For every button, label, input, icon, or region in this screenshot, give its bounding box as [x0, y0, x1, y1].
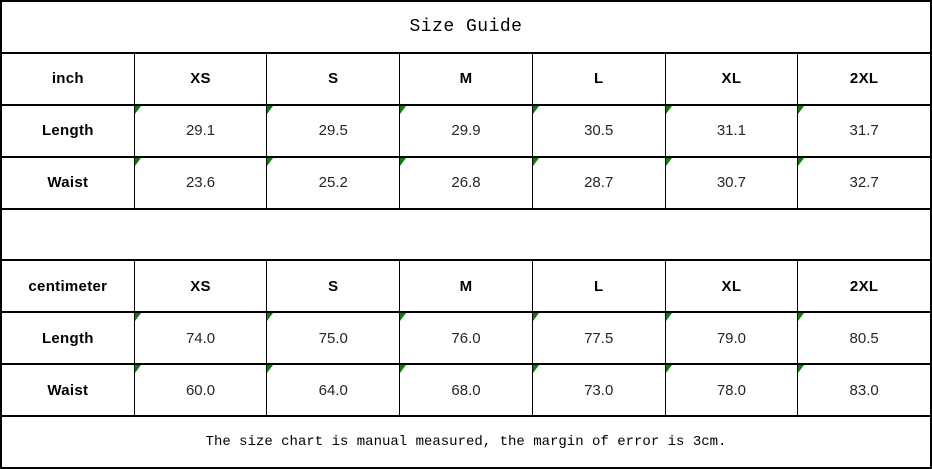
value-text: 83.0 — [849, 381, 879, 399]
value-text: 77.5 — [584, 329, 614, 347]
value-cell — [400, 365, 532, 415]
row-label-waist: Waist — [2, 158, 134, 208]
value-text: 68.0 — [451, 381, 481, 399]
value-text: 30.5 — [584, 122, 614, 140]
corner-marker-icon — [400, 365, 406, 373]
size-header-xl: XL — [666, 54, 798, 104]
value-text: 29.1 — [185, 122, 216, 140]
value-text: 64.0 — [318, 381, 348, 399]
corner-marker-icon — [267, 365, 273, 373]
unit-header-centimeter: centimeter — [2, 261, 134, 311]
corner-marker-icon — [400, 158, 406, 166]
row-label-waist: Waist — [2, 365, 134, 415]
corner-marker-icon — [533, 106, 539, 114]
corner-marker-icon — [533, 313, 539, 321]
value-cell — [400, 313, 532, 363]
value-cell — [533, 106, 665, 156]
size-header-xs: XS — [135, 261, 267, 311]
value-cell — [400, 106, 532, 156]
corner-marker-icon — [798, 158, 804, 166]
size-header-xl: XL — [666, 261, 798, 311]
value-text: 75.0 — [318, 329, 348, 347]
value-cell — [666, 313, 798, 363]
page-title: Size Guide — [2, 2, 930, 52]
value-cell — [267, 158, 399, 208]
row-label-length: Length — [2, 313, 134, 363]
corner-marker-icon — [798, 106, 804, 114]
size-header-s: S — [267, 54, 399, 104]
size-header-m: M — [400, 261, 532, 311]
value-cell — [267, 313, 399, 363]
value-cell — [798, 158, 930, 208]
value-text: 25.2 — [318, 174, 348, 192]
footer-note: The size chart is manual measured, the margin of error is 3cm. — [2, 417, 930, 467]
value-text: 28.7 — [584, 174, 614, 192]
value-cell — [666, 365, 798, 415]
size-header-l: L — [533, 261, 665, 311]
corner-marker-icon — [533, 158, 539, 166]
value-cell — [400, 158, 532, 208]
value-cell — [666, 158, 798, 208]
corner-marker-icon — [400, 313, 406, 321]
value-text: 23.6 — [185, 174, 216, 192]
corner-marker-icon — [135, 313, 141, 321]
value-text: 31.1 — [716, 122, 747, 140]
value-text: 74.0 — [185, 329, 216, 347]
value-text: 29.9 — [451, 122, 481, 140]
value-text: 80.5 — [849, 329, 879, 347]
value-cell — [533, 365, 665, 415]
value-text: 32.7 — [849, 174, 879, 192]
value-cell — [135, 313, 267, 363]
corner-marker-icon — [666, 106, 672, 114]
unit-header-inch: inch — [2, 54, 134, 104]
corner-marker-icon — [400, 106, 406, 114]
value-text: 73.0 — [584, 381, 614, 399]
value-cell — [135, 158, 267, 208]
value-cell — [798, 106, 930, 156]
value-cell — [135, 106, 267, 156]
size-header-l: L — [533, 54, 665, 104]
value-text: 79.0 — [716, 329, 747, 347]
corner-marker-icon — [666, 158, 672, 166]
value-cell — [666, 106, 798, 156]
value-cell — [267, 365, 399, 415]
size-header-s: S — [267, 261, 399, 311]
corner-marker-icon — [135, 158, 141, 166]
value-cell — [798, 365, 930, 415]
value-text: 31.7 — [849, 122, 879, 140]
corner-marker-icon — [267, 106, 273, 114]
value-text: 60.0 — [185, 381, 216, 399]
corner-marker-icon — [798, 365, 804, 373]
corner-marker-icon — [135, 365, 141, 373]
value-text: 78.0 — [716, 381, 747, 399]
value-text: 76.0 — [451, 329, 481, 347]
value-cell — [798, 313, 930, 363]
row-label-length: Length — [2, 106, 134, 156]
corner-marker-icon — [135, 106, 141, 114]
value-cell — [135, 365, 267, 415]
size-header-2xl: 2XL — [798, 261, 930, 311]
value-cell — [533, 313, 665, 363]
corner-marker-icon — [267, 313, 273, 321]
corner-marker-icon — [267, 158, 273, 166]
value-cell — [267, 106, 399, 156]
corner-marker-icon — [533, 365, 539, 373]
size-header-m: M — [400, 54, 532, 104]
size-header-xs: XS — [135, 54, 267, 104]
value-text: 30.7 — [716, 174, 747, 192]
corner-marker-icon — [666, 313, 672, 321]
corner-marker-icon — [666, 365, 672, 373]
corner-marker-icon — [798, 313, 804, 321]
spacer-row — [2, 210, 930, 260]
size-header-2xl: 2XL — [798, 54, 930, 104]
value-text: 26.8 — [451, 174, 481, 192]
value-text: 29.5 — [318, 122, 348, 140]
value-cell — [533, 158, 665, 208]
